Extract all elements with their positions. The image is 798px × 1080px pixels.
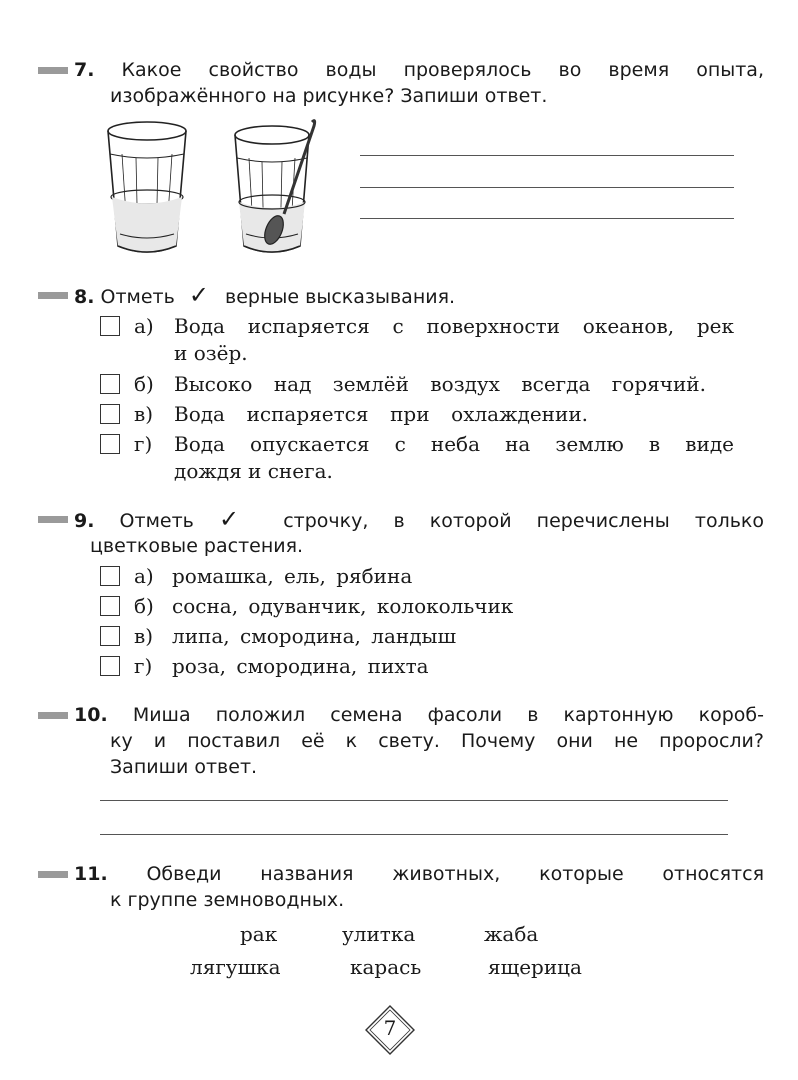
option-letter: г)	[134, 432, 153, 456]
checkbox[interactable]	[100, 374, 120, 394]
option-text: роза, смородина, пихта	[172, 654, 429, 678]
check-mark-icon: ✓	[188, 281, 209, 309]
animal-word[interactable]: улитка	[342, 922, 416, 946]
question-text: Какое свойство воды проверялось во время опыта,	[121, 59, 764, 81]
question-text: верные высказывания.	[225, 286, 456, 308]
page-number-badge	[364, 1004, 416, 1056]
check-mark-icon: ✓	[218, 505, 259, 533]
answer-line[interactable]	[360, 218, 734, 219]
question-number: 7.	[74, 59, 95, 81]
animal-word[interactable]: жаба	[484, 922, 539, 946]
question-text: изображённого на рисунке? Запиши ответ.	[110, 85, 548, 107]
glass-with-spoon-icon	[235, 121, 315, 252]
animal-word[interactable]: лягушка	[190, 955, 281, 979]
option-letter: б)	[134, 372, 154, 396]
answer-line[interactable]	[100, 800, 728, 801]
question-text: Отметь	[100, 286, 175, 308]
option-text: Вода испаряется при охлаждении.	[174, 402, 588, 426]
option-text: и озёр.	[174, 341, 248, 365]
checkbox[interactable]	[100, 316, 120, 336]
option-letter: в)	[134, 624, 154, 648]
question-marker	[38, 712, 68, 719]
option-letter: в)	[134, 402, 154, 426]
question-text: ку и поставил её к свету. Почему они не проросли?	[110, 730, 764, 752]
option-text: Вода испаряется с поверхности океанов, рек	[174, 314, 734, 338]
question-number: 9.	[74, 510, 95, 532]
question-number: 10.	[74, 704, 108, 726]
glass-of-water-icon	[108, 122, 186, 252]
answer-line[interactable]	[360, 187, 734, 188]
option-text: Высоко над землёй воздух всегда горячий.	[174, 372, 706, 396]
option-text: ромашка, ель, рябина	[172, 564, 413, 588]
question-marker	[38, 871, 68, 878]
option-text: дождя и снега.	[174, 459, 333, 483]
question-marker	[38, 67, 68, 74]
question-marker	[38, 292, 68, 299]
question-text: к группе земноводных.	[110, 889, 345, 911]
option-letter: а)	[134, 314, 154, 338]
question-text: Миша положил семена фасоли в картонную короб-	[132, 704, 764, 726]
checkbox[interactable]	[100, 566, 120, 586]
option-text: сосна, одуванчик, колокольчик	[172, 594, 514, 618]
option-text: липа, смородина, ландыш	[172, 624, 457, 648]
answer-line[interactable]	[100, 834, 728, 835]
question-text: Отметь	[119, 510, 194, 532]
option-letter: г)	[134, 654, 153, 678]
question-number: 11.	[74, 863, 108, 885]
answer-line[interactable]	[360, 155, 734, 156]
question-text: Запиши ответ.	[110, 756, 258, 778]
animal-word[interactable]: рак	[240, 922, 278, 946]
option-letter: б)	[134, 594, 154, 618]
animal-word[interactable]: ящерица	[488, 955, 582, 979]
question-number: 8.	[74, 286, 95, 308]
animal-word[interactable]: карась	[350, 955, 422, 979]
option-letter: а)	[134, 564, 154, 588]
checkbox[interactable]	[100, 626, 120, 646]
checkbox[interactable]	[100, 596, 120, 616]
question-text: Обведи названия животных, которые относятся	[146, 863, 764, 885]
question-text: строчку, в которой перечислены только	[283, 510, 765, 532]
checkbox[interactable]	[100, 404, 120, 424]
option-text: Вода опускается с неба на землю в виде	[174, 432, 734, 456]
question-marker	[38, 516, 68, 523]
glasses-illustration	[104, 114, 334, 262]
checkbox[interactable]	[100, 656, 120, 676]
checkbox[interactable]	[100, 434, 120, 454]
page-number: 7	[383, 1016, 397, 1040]
question-text: цветковые растения.	[90, 535, 304, 557]
